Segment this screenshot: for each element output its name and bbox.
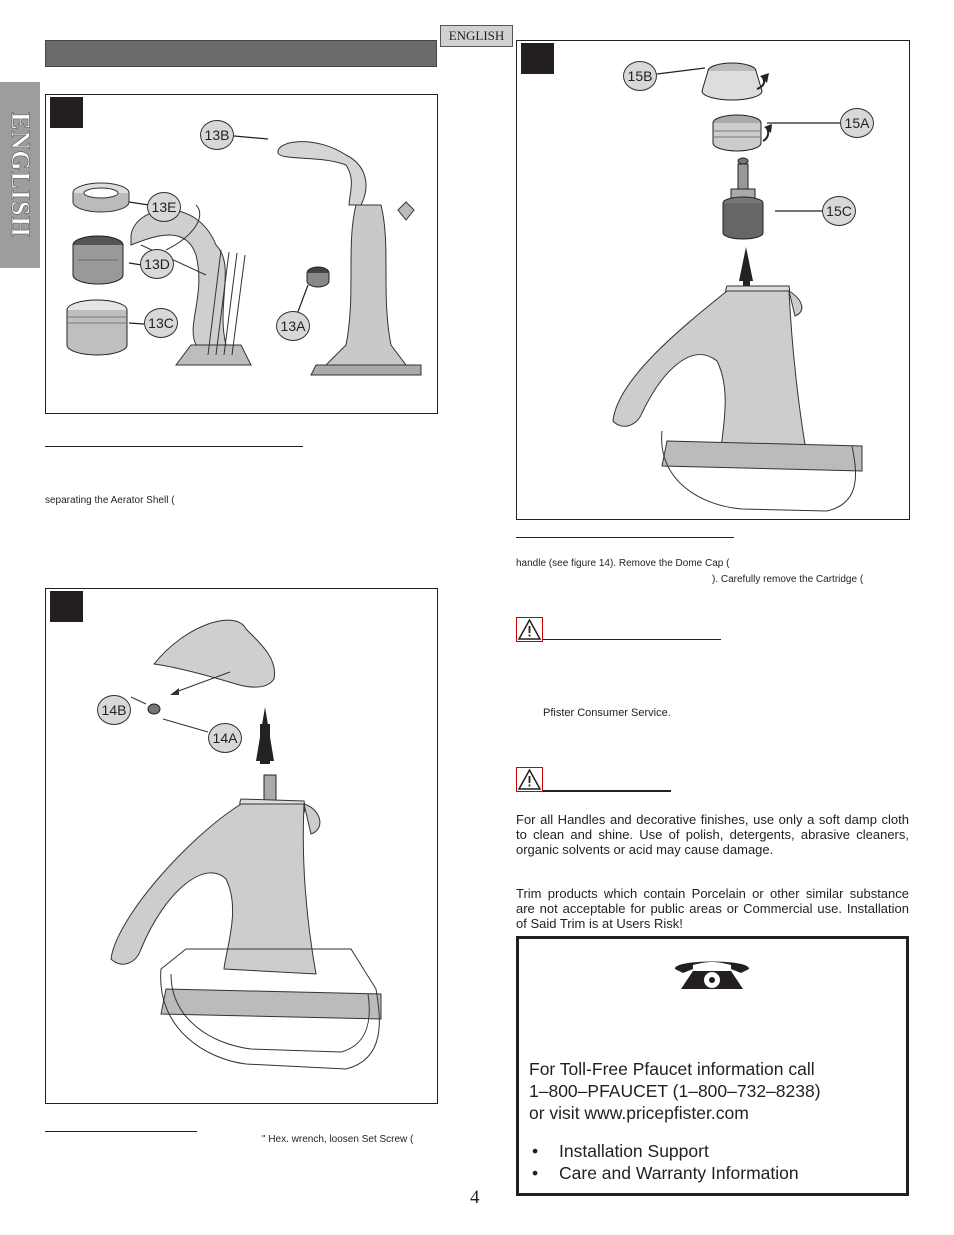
warning-heading-rule bbox=[543, 639, 721, 640]
info-bullet-item: • Care and Warranty Information bbox=[532, 1162, 799, 1184]
handle-text-fragment: " Hex. wrench, loosen Set Screw ( bbox=[262, 1134, 414, 1145]
care-heading-rule bbox=[543, 790, 671, 792]
consumer-service-text: Pfister Consumer Service. bbox=[543, 707, 671, 719]
figure-13-aerator bbox=[45, 94, 438, 414]
callout-15c: 15C bbox=[822, 196, 856, 226]
aerator-text-fragment: separating the Aerator Shell ( bbox=[45, 495, 175, 506]
cartridge-text-line2: ). Carefully remove the Cartridge ( bbox=[712, 574, 864, 585]
side-language-tab bbox=[0, 82, 40, 268]
callout-13d: 13D bbox=[140, 249, 174, 279]
callout-13e: 13E bbox=[147, 192, 181, 222]
side-tab-label: ENGLISH bbox=[6, 112, 35, 238]
section-header-bar bbox=[45, 40, 437, 67]
callout-14b: 14B bbox=[97, 695, 131, 725]
info-bullet-list bbox=[532, 1140, 799, 1184]
section-rule-cartridge bbox=[516, 537, 734, 538]
warning-icon bbox=[516, 617, 543, 642]
callout-15a: 15A bbox=[840, 108, 874, 138]
figure-13-illustration bbox=[46, 95, 438, 414]
info-bullet-item: • Installation Support bbox=[532, 1140, 799, 1162]
care-paragraph: For all Handles and decorative finishes, use only a soft damp cloth to clean and shine. Use of polish, detergents, abrasive cleaners, organic solvents or acid may cause damage. bbox=[516, 812, 909, 857]
page-number: 4 bbox=[470, 1187, 480, 1208]
info-line-3: or visit www.pricepfister.com bbox=[529, 1103, 749, 1123]
language-tag bbox=[440, 25, 513, 47]
toll-free-info-box bbox=[516, 936, 909, 1196]
telephone-icon bbox=[671, 955, 753, 993]
figure-14-handle bbox=[45, 588, 438, 1104]
trim-paragraph: Trim products which contain Porcelain or other similar substance are not acceptable for public areas or Commercial use. Installation of Said Trim is at Users Risk! bbox=[516, 886, 909, 931]
callout-15b: 15B bbox=[623, 61, 657, 91]
warning-icon bbox=[516, 767, 543, 792]
language-tag-label: ENGLISH bbox=[448, 28, 505, 43]
section-rule-handle bbox=[45, 1131, 197, 1132]
figure-14-illustration bbox=[46, 589, 438, 1104]
info-line-2: 1–800–PFAUCET (1–800–732–8238) bbox=[529, 1081, 821, 1101]
cartridge-text-line1: handle (see figure 14). Remove the Dome Cap ( bbox=[516, 558, 730, 569]
callout-13b: 13B bbox=[200, 120, 234, 150]
figure-15-cartridge bbox=[516, 40, 910, 520]
info-line-1: For Toll-Free Pfaucet information call bbox=[529, 1059, 815, 1079]
section-rule-aerator bbox=[45, 446, 303, 447]
callout-14a: 14A bbox=[208, 723, 242, 753]
info-lines bbox=[529, 1058, 821, 1124]
callout-13c: 13C bbox=[144, 308, 178, 338]
callout-13a: 13A bbox=[276, 311, 310, 341]
